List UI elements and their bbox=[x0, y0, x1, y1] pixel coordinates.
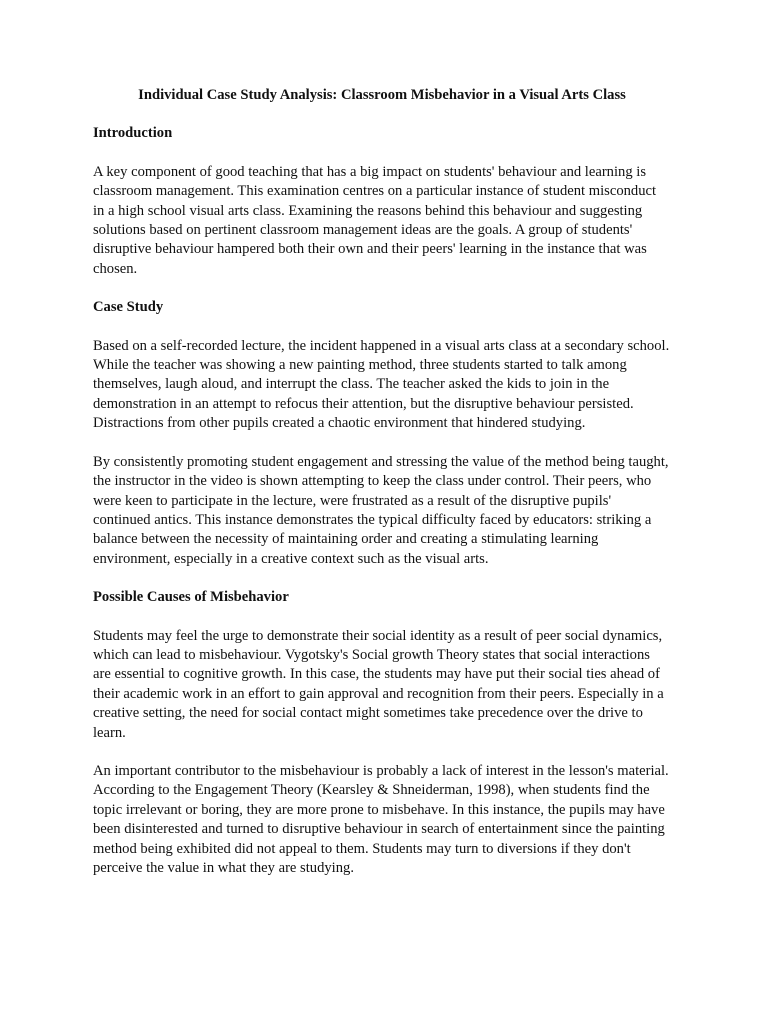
paragraph: By consistently promoting student engagement and stressing the value of the method being taught, the instructor in the video is shown attempting to keep the class under control. Their peers, who were keen to participate in the lecture, were frustrated as a result of the disruptive pupils' continued antics. This instance demonstrates the typical difficulty faced by educators: striking a balance between the necessity of maintaining order and creating a stimulating learning environment, especially in a creative context such as the visual arts. bbox=[93, 453, 669, 567]
section-heading: Introduction bbox=[93, 125, 173, 142]
paragraph: Based on a self-recorded lecture, the incident happened in a visual arts class at a secondary school. While the teacher was showing a new painting method, three students started to talk among themselves, laugh aloud, and interrupt the class. The teacher asked the kids to join in the demonstration in an attempt to refocus their attention, but the disruptive behaviour persisted. Distractions from other pupils created a chaotic environment that hindered studying. bbox=[93, 337, 670, 432]
section-introduction bbox=[93, 124, 671, 279]
section-case-study bbox=[93, 298, 671, 569]
document-body bbox=[93, 86, 671, 897]
paragraph: An important contributor to the misbehaviour is probably a lack of interest in the lesson's material. According to the Engagement Theory (Kearsley & Shneiderman, 1998), when students find the topic irrelevant or boring, they are more prone to misbehave. In this instance, the pupils may have been disinterested and turned to disruptive behaviour in search of entertainment since the painting method being exhibited did not appeal to them. Students may turn to diversions if they don't perceive the value in what they are studying. bbox=[93, 762, 669, 876]
section-possible-causes bbox=[93, 588, 671, 878]
document-title: Individual Case Study Analysis: Classroom Misbehavior in a Visual Arts Class bbox=[138, 87, 626, 103]
section-heading: Possible Causes of Misbehavior bbox=[93, 589, 289, 606]
section-heading: Case Study bbox=[93, 299, 164, 316]
paragraph: Students may feel the urge to demonstrate their social identity as a result of peer social dynamics, which can lead to misbehaviour. Vygotsky's Social growth Theory states that social interactions are essential to cognitive growth. In this case, the students may have put their social ties ahead of their academic work in an effort to gain approval and recognition from their peers. Especially in a creative setting, the need for social contact might sometimes take precedence over the drive to learn. bbox=[93, 627, 664, 741]
paragraph: A key component of good teaching that has a big impact on students' behaviour and learning is classroom management. This examination centres on a particular instance of student misconduct in a high school visual arts class. Examining the reasons behind this behaviour and suggesting solutions based on pertinent classroom management ideas are the goals. A group of students' disruptive behaviour hampered both their own and their peers' learning in the instance that was chosen. bbox=[93, 163, 657, 277]
